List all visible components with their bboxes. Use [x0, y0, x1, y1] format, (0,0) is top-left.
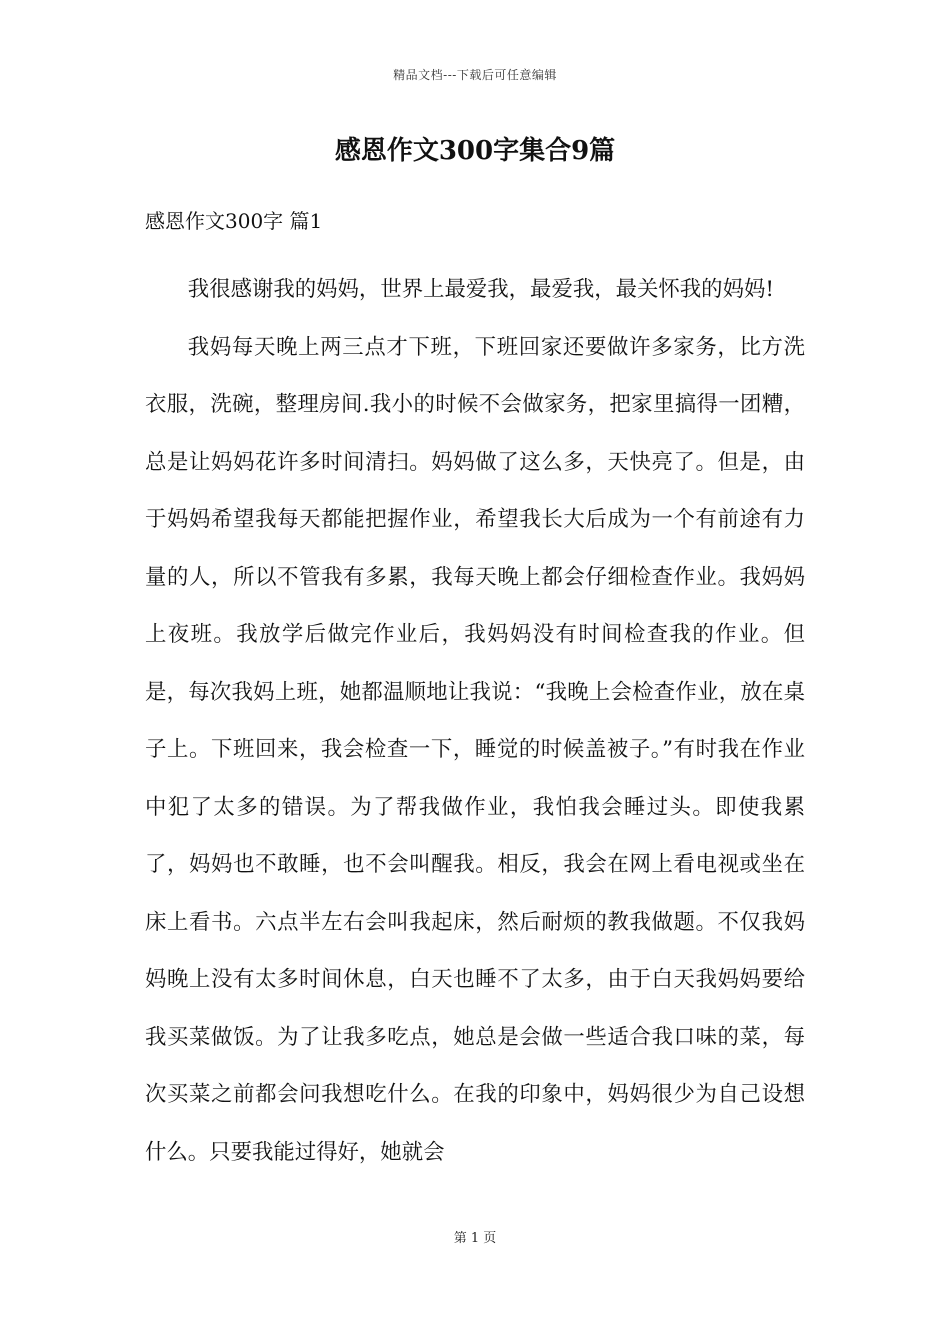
article-body — [145, 261, 805, 1181]
section-heading: 感恩作文300字 篇1 — [145, 209, 323, 233]
document-title: 感恩作文300字集合9篇 — [334, 136, 616, 166]
header-note: 精品文档---下载后可任意编辑 — [393, 68, 557, 82]
page-number: 第 1 页 — [453, 1231, 497, 1246]
paragraph: 我很感谢我的妈妈，世界上最爱我，最爱我，最关怀我的妈妈! — [187, 277, 774, 302]
paragraph: 我妈每天晚上两三点才下班，下班回家还要做许多家务，比方洗衣服，洗碗，整理房间.我小的时候不会做家务，把家里搞得一团糟，总是让妈妈花许多时间清扫。妈妈做了这么多，天快亮了。但是，由于妈妈希望我每天都能把握作业，希望我长大后成为一个有前途有力量的人，所以不管我有多累，我每天晚上都会仔细检查作业。我妈妈上夜班。我放学后做完作业后，我妈妈没有时间检查我的作业。但是，每次我妈上班，她都温顺地让我说：“我晚上会检查作业，放在桌子上。下班回来，我会检查一下，睡觉的时候盖被子。”有时我在作业中犯了太多的错误。为了帮我做作业，我怕我会睡过头。即使我累了，妈妈也不敢睡，也不会叫醒我。相反，我会在网上看电视或坐在床上看书。六点半左右会叫我起床，然后耐烦的教我做题。不仅我妈妈晚上没有太多时间休息，白天也睡不了太多，由于白天我妈妈要给我买菜做饭。为了让我多吃点，她总是会做一些适合我口味的菜，每次买菜之前都会问我想吃什么。在我的印象中，妈妈很少为自己设想什么。只要我能过得好，她就会 — [145, 334, 805, 1165]
